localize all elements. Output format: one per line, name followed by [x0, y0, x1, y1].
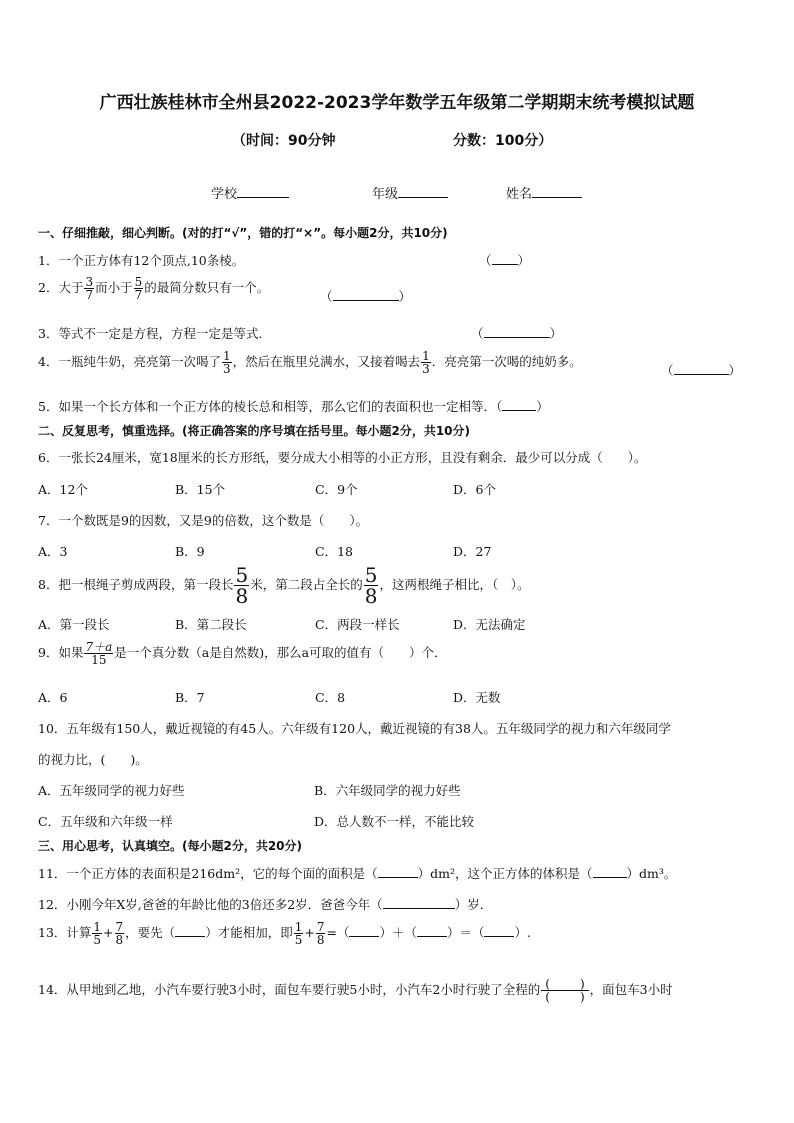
- answer-blank-12[interactable]: [383, 896, 455, 909]
- fraction-7a-15: $\frac{7+a}{15}$: [85, 640, 113, 667]
- question-12: 12．小刚今年X岁,爸爸的年龄比他的3倍还多2岁．爸爸今年（ ）岁．: [38, 897, 493, 912]
- school-field[interactable]: [211, 183, 289, 202]
- question-11: 11．一个正方体的表面积是216dm²，它的每个面的面积是（ ）dm²，这个正方体的体积是（ ）dm³。: [38, 866, 677, 881]
- answer-blank-11a[interactable]: [378, 865, 418, 878]
- answer-blank-13b[interactable]: [349, 924, 379, 937]
- q10-option-d[interactable]: D．总人数不一样，不能比较: [314, 814, 475, 829]
- fraction-1-3: $\frac{1}{3}$: [222, 349, 231, 376]
- question-4: 4．一瓶纯牛奶，亮亮第一次喝了 $\frac{1}{3}$ ，然后在瓶里兑满水，又接着喝去 $\frac{1}{3}$ ．亮亮第一次喝的纯奶多。: [38, 349, 582, 376]
- answer-blank-13a[interactable]: [175, 924, 205, 937]
- question-13: 13．计算 $\frac{1}{5}$ + $\frac{7}{8}$ ，要先（ ）才能相加，即 $\frac{1}{5}$ + $\frac{7}{8}$ =（ ）＋（ ）＝（ ）.: [38, 920, 531, 947]
- q8-option-d[interactable]: D．无法确定: [453, 617, 526, 632]
- q10-option-c[interactable]: C．五年级和六年级一样: [38, 814, 173, 829]
- answer-blank-5[interactable]: [502, 398, 536, 411]
- q7-option-c[interactable]: C．18: [315, 544, 353, 559]
- q10-option-b[interactable]: B．六年级同学的视力好些: [314, 783, 461, 798]
- grade-label: 年级: [372, 187, 399, 202]
- q9-option-a[interactable]: A．6: [38, 690, 68, 705]
- question-14: 14．从甲地到乙地，小汽车要行驶3小时，面包车要行驶5小时，小汽车2小时行驶了全程的 $\frac{( )}{( )}$ ，面包车3小时: [38, 977, 673, 1004]
- exam-time: （时间：90分钟: [232, 133, 336, 149]
- question-2: 2．大于 $\frac{3}{7}$ 而小于 $\frac{5}{7}$ 的最简分数只有一个。: [38, 275, 270, 302]
- fraction-5-8-b: $\frac{5}{8}$: [364, 563, 378, 608]
- section-1-heading: 一、仔细推敲，细心判断。(对的打“√”，错的打“×”。每小题2分，共10分): [38, 226, 448, 240]
- section-3-heading: 三、用心思考，认真填空。(每小题2分，共20分): [38, 839, 303, 853]
- q6-option-b[interactable]: B．15个: [175, 482, 226, 497]
- answer-blank-11b[interactable]: [593, 865, 627, 878]
- question-10-line1: 10．五年级有150人，戴近视镜的有45人。六年级有120人，戴近视镜的有38人。五年级同学的视力和六年级同学: [38, 721, 671, 736]
- fraction-7-8-b: $\frac{7}{8}$: [316, 920, 325, 947]
- answer-paren-3[interactable]: （ ）: [471, 326, 563, 341]
- q8-option-a[interactable]: A．第一段长: [38, 617, 110, 632]
- question-1: 1．一个正方体有12个顶点,10条棱。: [38, 253, 245, 268]
- fraction-5-8: $\frac{5}{8}$: [235, 563, 249, 608]
- question-3: 3．等式不一定是方程，方程一定是等式．: [38, 326, 271, 341]
- q6-option-d[interactable]: D．6个: [453, 482, 496, 497]
- question-9: 9．如果 $\frac{7+a}{15}$ 是一个真分数（a是自然数)，那么a可取的值有（ ）个．: [38, 640, 447, 667]
- answer-paren-1[interactable]: （ ）: [479, 253, 531, 268]
- grade-field[interactable]: [372, 183, 448, 202]
- q9-option-d[interactable]: D．无数: [453, 690, 501, 705]
- q6-option-a[interactable]: A．12个: [38, 482, 88, 497]
- fraction-1-3-b: $\frac{1}{3}$: [422, 349, 430, 376]
- fraction-1-5: $\frac{1}{5}$: [93, 920, 102, 947]
- question-5: 5．如果一个长方体和一个正方体的棱长总和相等，那么它们的表面积也一定相等．（ ）: [38, 399, 549, 414]
- question-6: 6．一张长24厘米，宽18厘米的长方形纸，要分成大小相等的小正方形，且没有剩余．最少可以分成（ ）。: [38, 450, 647, 465]
- section-2-heading: 二、反复思考，慎重选择。(将正确答案的序号填在括号里。每小题2分，共10分): [38, 424, 471, 438]
- answer-paren-4[interactable]: （ ）: [661, 363, 742, 378]
- q8-option-b[interactable]: B．第二段长: [175, 617, 247, 632]
- q7-option-b[interactable]: B．9: [175, 544, 205, 559]
- q7-option-d[interactable]: D．27: [453, 544, 492, 559]
- school-label: 学校: [211, 187, 238, 202]
- answer-paren-2[interactable]: （ ）: [320, 289, 412, 304]
- fraction-5-7: $\frac{5}{7}$: [134, 275, 143, 302]
- answer-blank-13c[interactable]: [417, 924, 447, 937]
- answer-blank-13d[interactable]: [484, 924, 514, 937]
- q9-option-c[interactable]: C．8: [315, 690, 346, 705]
- q6-option-c[interactable]: C．9个: [315, 482, 358, 497]
- q8-option-c[interactable]: C．两段一样长: [315, 617, 400, 632]
- fraction-1-5-b: $\frac{1}{5}$: [294, 920, 303, 947]
- question-10-line2: 的视力比，( )。: [38, 752, 148, 767]
- fraction-7-8: $\frac{7}{8}$: [115, 920, 124, 947]
- question-8: 8．把一根绳子剪成两段，第一段长 $\frac{5}{8}$ 米，第二段占全长的 $\frac{5}{8}$ ，这两根绳子相比，（ ）。: [38, 563, 530, 608]
- q9-option-b[interactable]: B．7: [175, 690, 205, 705]
- question-7: 7．一个数既是9的因数，又是9的倍数，这个数是（ ）。: [38, 513, 369, 528]
- exam-score: 分数：100分）: [453, 133, 553, 149]
- q7-option-a[interactable]: A．3: [38, 544, 68, 559]
- name-field[interactable]: [506, 183, 582, 202]
- page-title: 广西壮族桂林市全州县2022-2023学年数学五年级第二学期期末统考模拟试题: [99, 93, 695, 113]
- name-label: 姓名: [506, 187, 533, 202]
- fraction-3-7: $\frac{3}{7}$: [85, 275, 94, 302]
- fraction-answer-blank-14[interactable]: $\frac{( )}{( )}$: [541, 978, 588, 1003]
- q10-option-a[interactable]: A．五年级同学的视力好些: [38, 783, 185, 798]
